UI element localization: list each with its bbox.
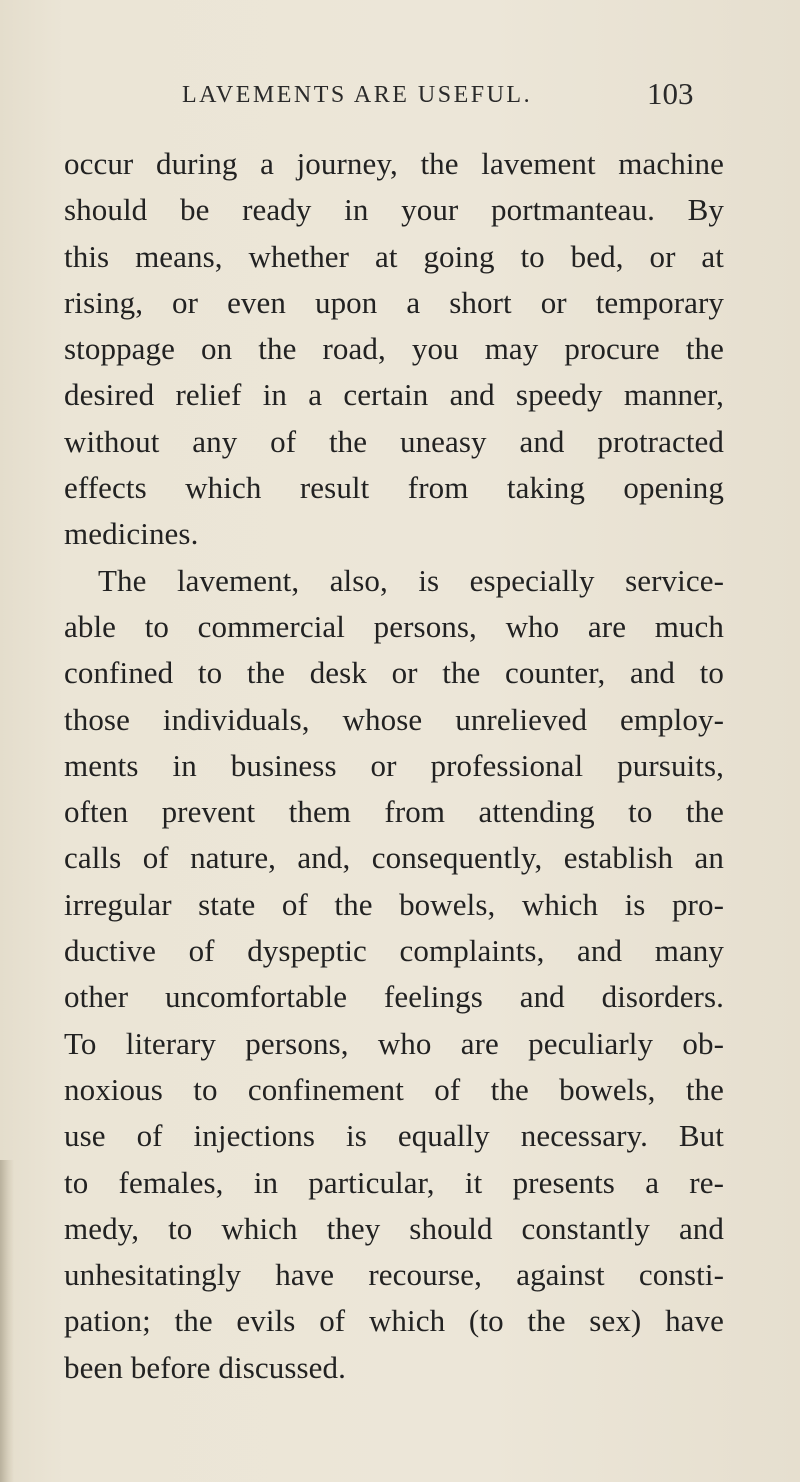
text-line: desired relief in a certain and speedy manner,: [64, 377, 724, 413]
text-line: been before discussed.: [64, 1349, 346, 1385]
text-line: use of injections is equally necessary. But: [64, 1118, 724, 1154]
page-number: 103: [647, 76, 694, 111]
paragraph-first-line: The lavement, also, is especially service-: [98, 562, 724, 598]
text-line: to females, in particular, it presents a re-: [64, 1164, 724, 1200]
text-line: irregular state of the bowels, which is pro-: [64, 886, 724, 922]
text-line: often prevent them from attending to the: [64, 794, 724, 830]
text-line: noxious to confinement of the bowels, the: [64, 1071, 724, 1107]
text-line: those individuals, whose unrelieved employ-: [64, 701, 724, 737]
body-text: [64, 141, 724, 1391]
text-line: without any of the uneasy and protracted: [64, 423, 724, 459]
text-line: stoppage on the road, you may procure the: [64, 331, 724, 367]
text-line: rising, or even upon a short or temporary: [64, 284, 724, 320]
text-line: pation; the evils of which (to the sex) have: [64, 1303, 724, 1339]
text-line: medy, to which they should constantly and: [64, 1210, 724, 1246]
text-line: ductive of dyspeptic complaints, and many: [64, 933, 724, 969]
text-line: able to commercial persons, who are much: [64, 608, 724, 644]
running-head: [0, 76, 800, 116]
text-line: other uncomfortable feelings and disorders.: [64, 979, 724, 1015]
text-line: should be ready in your portmanteau. By: [64, 192, 724, 228]
text-line: ments in business or professional pursuits,: [64, 747, 724, 783]
text-line: To literary persons, who are peculiarly ob-: [64, 1025, 724, 1061]
text-line: medicines.: [64, 516, 199, 552]
text-line: calls of nature, and, consequently, establish an: [64, 840, 724, 876]
text-line: this means, whether at going to bed, or at: [64, 238, 724, 274]
text-line: occur during a journey, the lavement machine: [64, 146, 724, 181]
binding-shadow: [0, 1160, 14, 1482]
running-head-title: LAVEMENTS ARE USEFUL.: [182, 82, 533, 108]
text-line: effects which result from taking opening: [64, 470, 724, 506]
text-line: confined to the desk or the counter, and to: [64, 655, 724, 691]
text-line: unhesitatingly have recourse, against consti-: [64, 1257, 724, 1293]
